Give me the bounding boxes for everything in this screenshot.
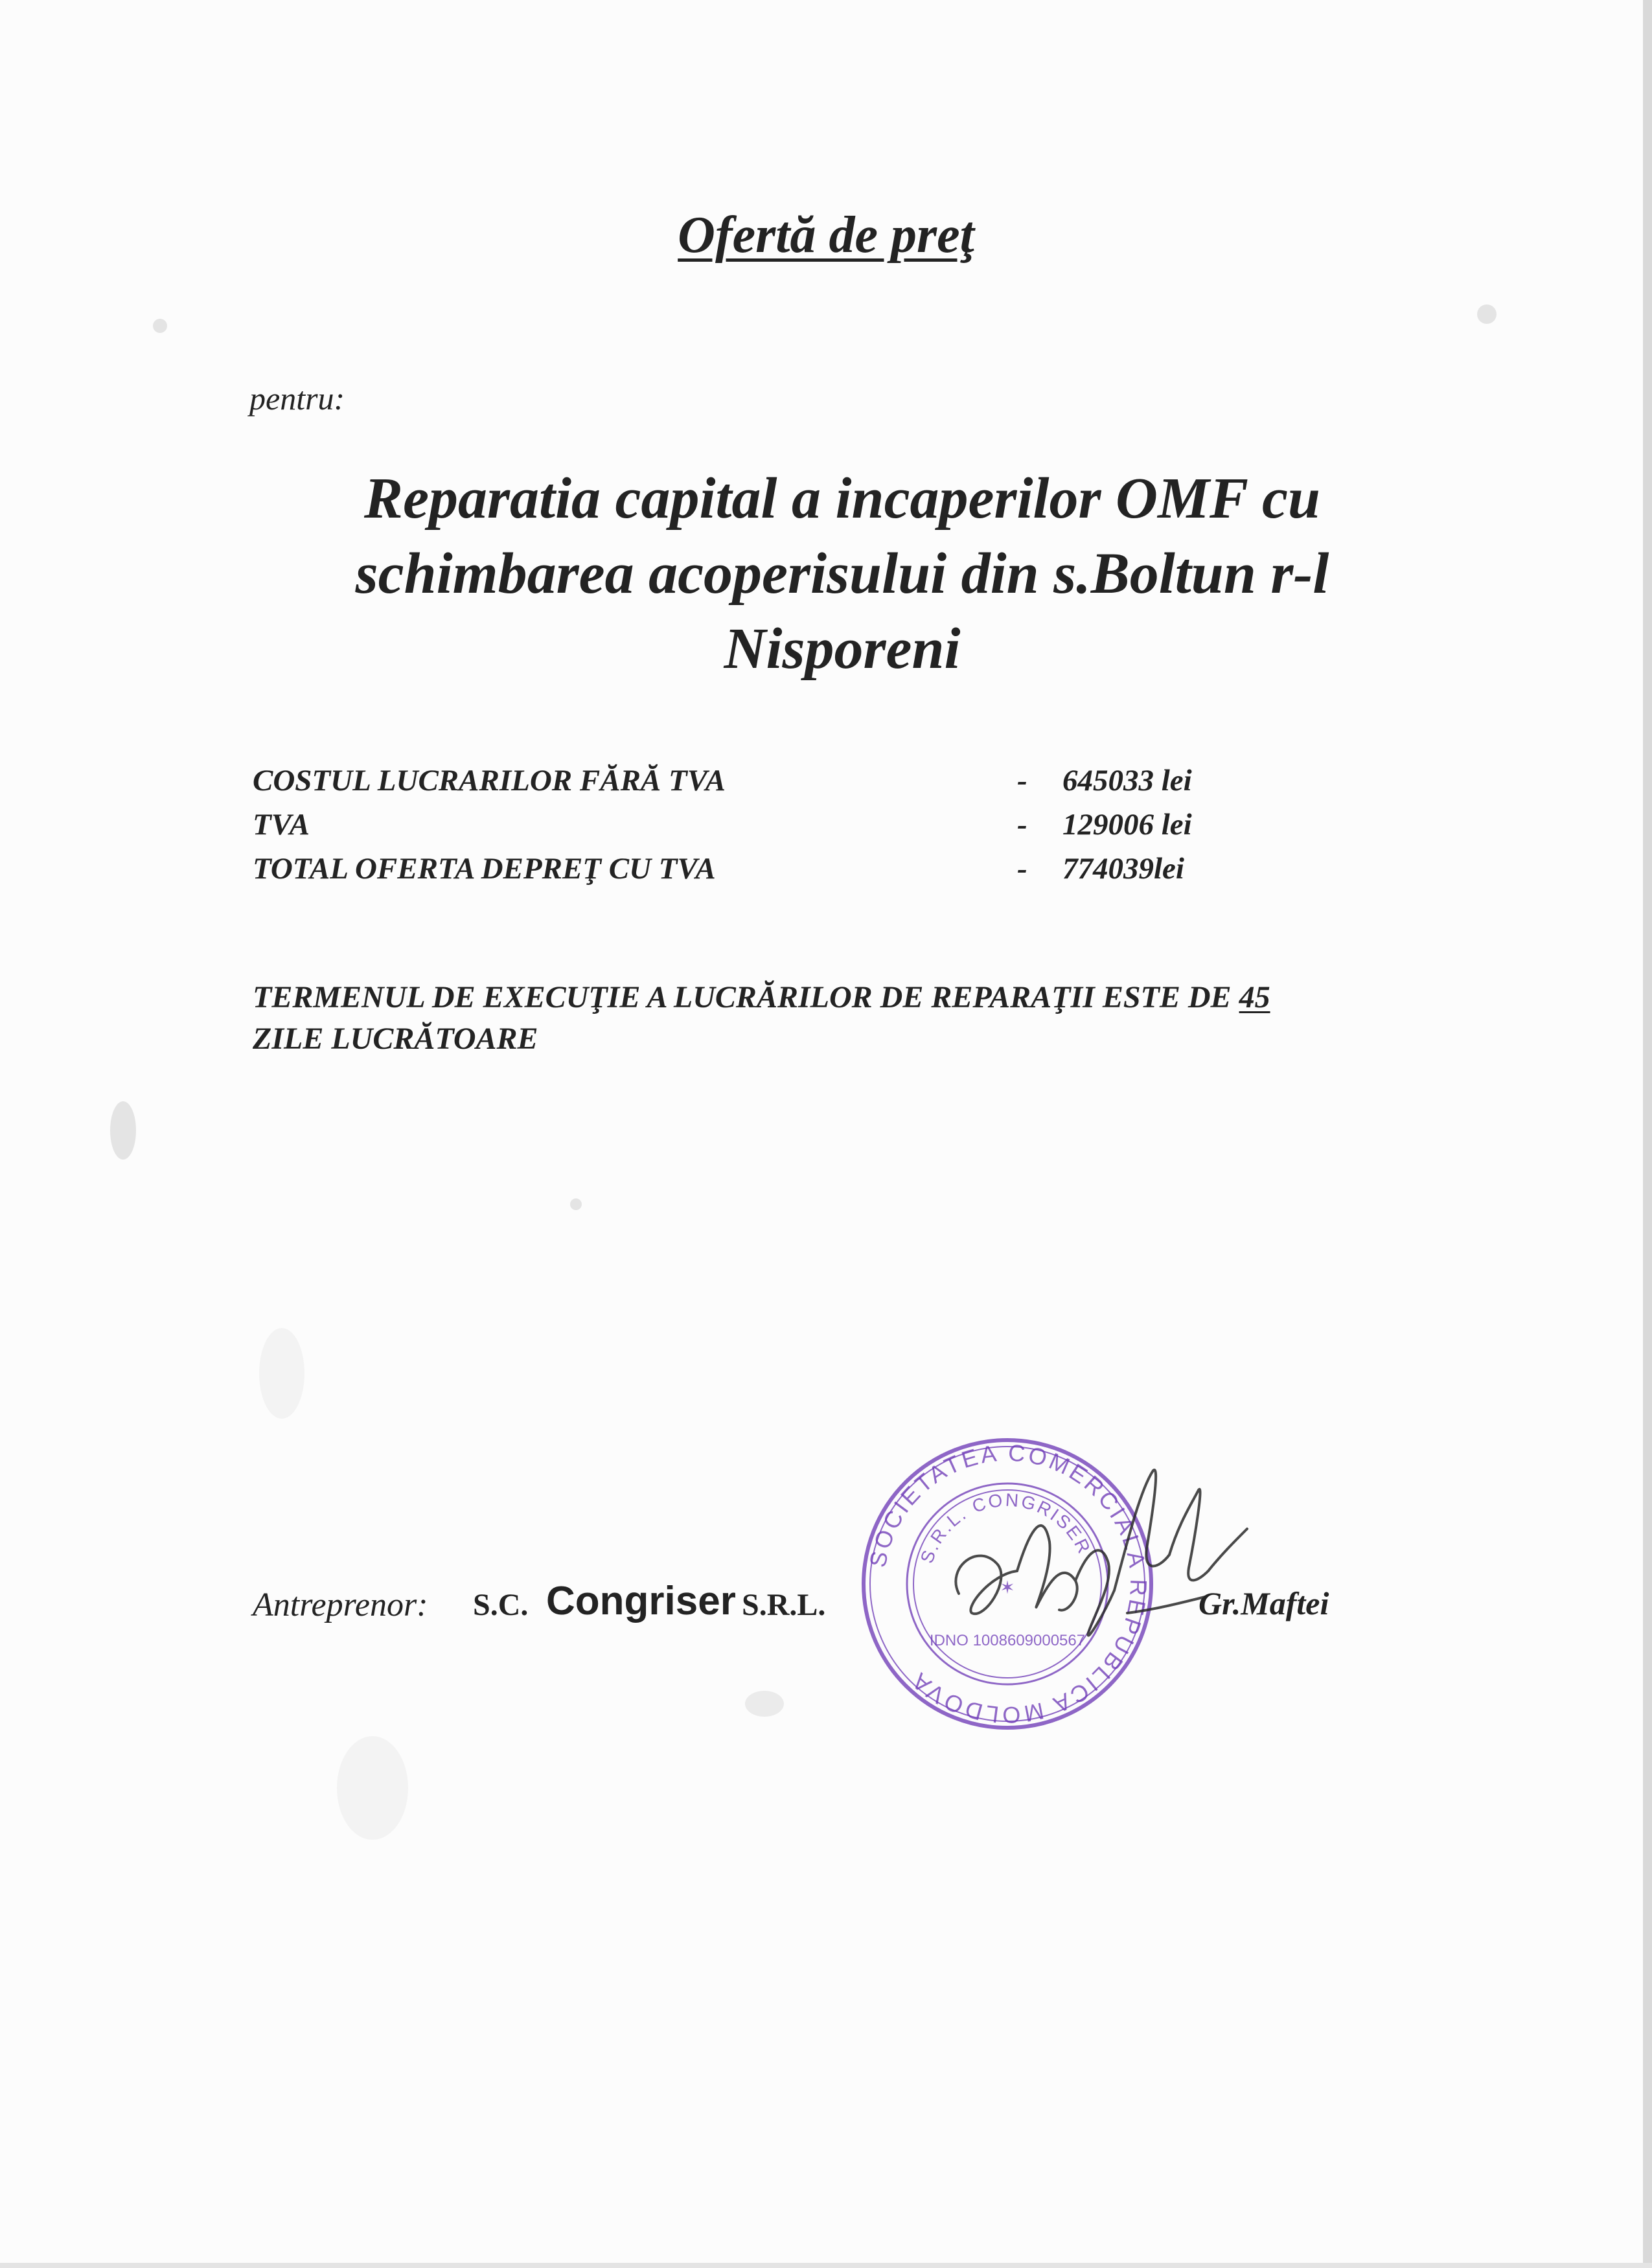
contractor-label: Antreprenor: bbox=[253, 1586, 428, 1623]
term-days: 45 bbox=[1239, 980, 1270, 1014]
stamp-outer-text: SOCIETATEA COMERCIALA REPUBLICA MOLDOVA bbox=[864, 1439, 1153, 1729]
company-name: Congriser bbox=[546, 1579, 736, 1623]
signer-name: Gr.Maftei bbox=[1199, 1585, 1329, 1621]
cost-dash: - bbox=[1017, 852, 1027, 886]
document-title: Ofertă de preţ bbox=[678, 207, 974, 264]
subject-line: schimbarea acoperisului din s.Boltun r-l bbox=[355, 542, 1329, 606]
paper-speck bbox=[1477, 304, 1497, 324]
page-edge-bottom bbox=[0, 2263, 1652, 2268]
cost-dash: - bbox=[1017, 764, 1027, 797]
for-label: pentru: bbox=[249, 380, 345, 417]
company-suffix: S.R.L. bbox=[742, 1588, 826, 1622]
paper-speck bbox=[337, 1736, 408, 1840]
term-line-1 bbox=[253, 977, 1516, 1018]
paper-speck bbox=[745, 1691, 784, 1717]
term-line-2: ZILE LUCRĂTOARE bbox=[253, 1022, 538, 1056]
paper-speck bbox=[110, 1101, 136, 1160]
handwritten-signature bbox=[920, 1451, 1257, 1671]
cost-label: COSTUL LUCRARILOR FĂRĂ TVA bbox=[253, 764, 726, 797]
cost-value: 645033 lei bbox=[1062, 764, 1192, 797]
paper-speck bbox=[570, 1198, 582, 1210]
paper-speck bbox=[153, 319, 167, 333]
cost-dash: - bbox=[1017, 808, 1027, 842]
offer-subject bbox=[285, 461, 1399, 687]
subject-line: Reparatia capital a incaperilor OMF cu bbox=[364, 466, 1320, 531]
cost-value: 129006 lei bbox=[1062, 808, 1192, 842]
subject-line: Nisporeni bbox=[724, 617, 961, 681]
cost-label: TOTAL OFERTA DEPREŢ CU TVA bbox=[253, 852, 716, 886]
page-edge bbox=[1643, 0, 1652, 2268]
term-text: TERMENUL DE EXECUŢIE A LUCRĂRILOR DE REPARAŢII ESTE DE bbox=[253, 980, 1239, 1014]
stamp-inner-text: S.R.L. CONGRISER bbox=[916, 1489, 1096, 1566]
cost-label: TVA bbox=[253, 808, 310, 842]
stamp-star-icon: ✶ bbox=[1000, 1577, 1015, 1598]
paper-speck bbox=[259, 1328, 304, 1419]
cost-value: 774039lei bbox=[1062, 852, 1184, 886]
company-prefix: S.C. bbox=[473, 1588, 529, 1622]
stamp-idno: IDNO 1008609000567 bbox=[929, 1632, 1086, 1649]
execution-term bbox=[253, 977, 1516, 1060]
